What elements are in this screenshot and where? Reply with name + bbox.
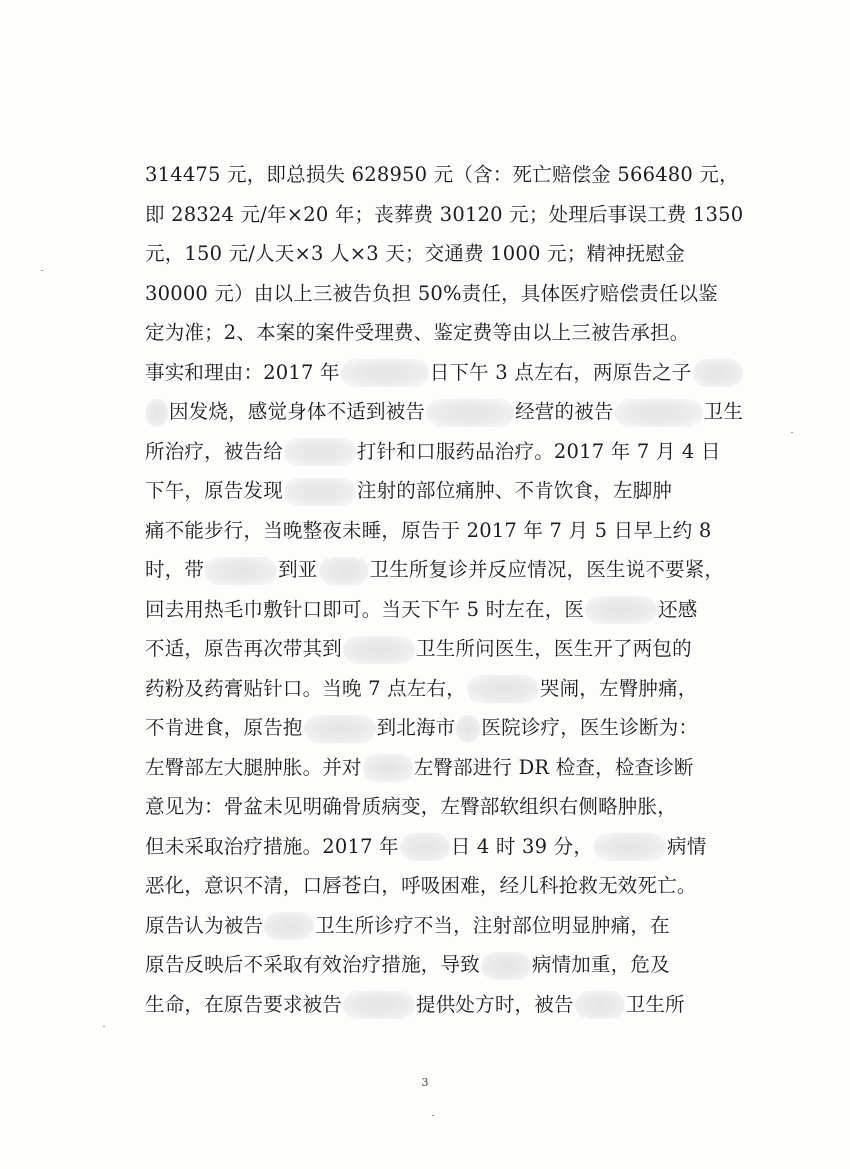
document-body <box>145 155 755 1024</box>
redaction-blur <box>456 715 480 743</box>
text-line-16: 左臀部左大腿肿胀。并对 左臀部进行 DR 检查，检查诊断 <box>145 748 755 788</box>
text-line-10: 痛不能步行，当晚整夜未睡，原告于 2017 年 7 月 5 日早上约 8 <box>145 518 712 542</box>
redaction-blur <box>426 399 514 427</box>
redaction-blur <box>615 399 703 427</box>
text-line-12: 回去用热毛巾敷针口即可。当天下午 5 时左在，医 还感 <box>145 590 755 630</box>
redaction-blur <box>343 991 415 1019</box>
text-line-13: 不适，原告再次带其到 卫生所问医生，医生开了两包的 <box>145 629 755 669</box>
scan-speck <box>432 1115 434 1116</box>
text-line-7: 因发烧，感觉身体不适到被告 经营的被告 卫生 <box>145 392 755 432</box>
redaction-blur <box>264 912 314 940</box>
text-line-8: 所治疗，被告给 打针和口服药品治疗。2017 年 7 月 4 日 <box>145 432 755 472</box>
text-line-4: 30000 元）由以上三被告负担 50%责任，具体医疗赔偿责任以鉴 <box>145 281 718 305</box>
redaction-blur <box>594 833 666 861</box>
redaction-blur <box>693 359 743 387</box>
redaction-blur <box>585 596 657 624</box>
redaction-blur <box>467 675 539 703</box>
scan-speck <box>41 270 43 271</box>
page-number: 3 <box>421 1076 429 1089</box>
text-line-14: 药粉及药膏贴针口。当晚 7 点左右， 哭闹，左臀肿痛， <box>145 669 755 709</box>
scan-speck <box>103 1026 105 1027</box>
text-line-21: 原告反映后不采取有效治疗措施，导致 病情加重，危及 <box>145 945 755 985</box>
scan-speck <box>791 432 793 433</box>
text-line-3: 元，150 元/人天×3 人×3 天；交通费 1000 元；精神抚慰金 <box>145 242 685 265</box>
text-line-1: 314475 元，即总损失 628950 元（含：死亡赔偿金 566480 元， <box>145 163 739 186</box>
redaction-blur <box>481 952 531 980</box>
text-line-20: 原告认为被告 卫生所诊疗不当，注射部位明显肿痛，在 <box>145 906 755 946</box>
text-line-17: 意见为：骨盆未见明确骨质病变，左臀部软组织右侧略肿胀， <box>145 795 677 818</box>
text-line-6: 事实和理由：2017 年 日下午 3 点左右，两原告之子 <box>145 353 755 393</box>
redaction-blur <box>575 991 625 1019</box>
redaction-blur <box>146 399 168 427</box>
text-line-9: 下午，原告发现 注射的部位痛肿、不肯饮食，左脚肿 <box>145 471 755 511</box>
text-line-22: 生命，在原告要求被告 提供处方时，被告 卫生所 <box>145 985 755 1025</box>
redaction-blur <box>400 833 450 861</box>
text-line-18: 但未采取治疗措施。2017 年 日 4 时 39 分， 病情 <box>145 827 755 867</box>
redaction-blur <box>304 715 376 743</box>
redaction-blur <box>284 478 356 506</box>
redaction-blur <box>284 438 356 466</box>
text-line-5: 定为准；2、本案的案件受理费、鉴定费等由以上三被告承担。 <box>145 321 690 344</box>
redaction-blur <box>363 754 413 782</box>
redaction-blur <box>341 359 429 387</box>
redaction-blur <box>343 636 415 664</box>
text-line-19: 恶化，意识不清，口唇苍白，呼吸困难，经儿科抢救无效死亡。 <box>145 874 697 897</box>
redaction-blur <box>205 557 277 585</box>
text-line-2: 即 28324 元/年×20 年；丧葬费 30120 元；处理后事误工费 1350 <box>145 202 744 226</box>
redaction-blur <box>319 557 369 585</box>
text-line-11: 时，带 到亚 卫生所复诊并反应情况，医生说不要紧， <box>145 550 755 590</box>
text-line-15: 不肯进食，原告抱 到北海市 医院诊疗，医生诊断为： <box>145 708 755 748</box>
